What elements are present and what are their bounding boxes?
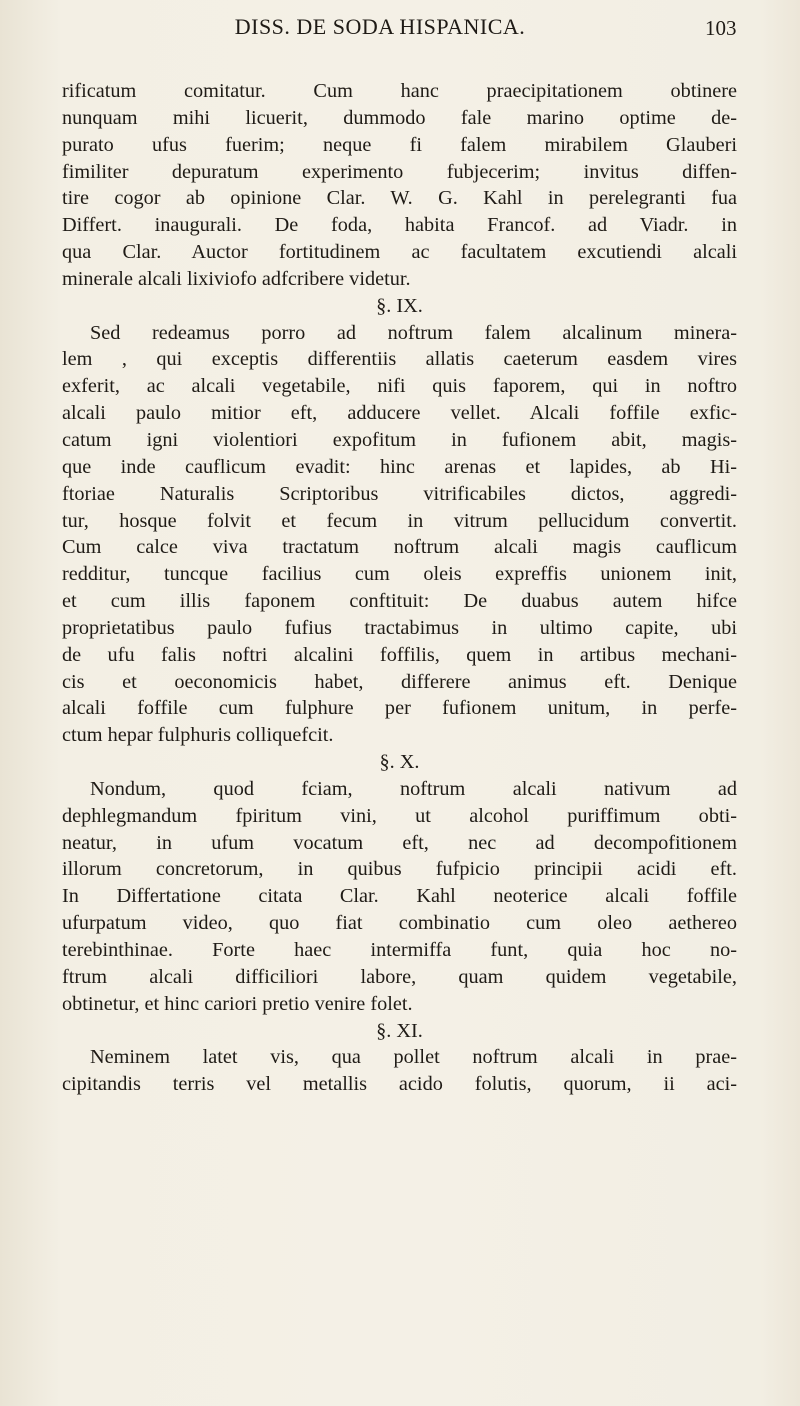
section-heading: §. XI. xyxy=(376,1019,423,1042)
text-line: fimiliter depuratum experimento fubjecerim; invitus diffen- xyxy=(62,160,737,183)
text-line: Nondum, quod fciam, noftrum alcali nativum ad xyxy=(90,777,737,800)
section-heading: §. X. xyxy=(379,751,420,774)
text-line: purato ufus fuerim; neque fi falem mirabilem Glauberi xyxy=(62,133,737,156)
text-line: minerale alcali lixiviofo adfcribere videtur. xyxy=(62,267,411,290)
text-line: ctum hepar fulphuris colliquefcit. xyxy=(62,724,334,747)
text-line: cipitandis terris vel metallis acido folutis, quorum, ii aci- xyxy=(62,1073,737,1096)
running-title: DISS. DE SODA HISPANICA. xyxy=(234,14,526,39)
text-line: Differt. inaugurali. De foda, habita Francof. ad Viadr. in xyxy=(62,214,737,237)
text-line: Sed redeamus porro ad noftrum falem alcalinum minera- xyxy=(90,321,737,344)
text-line: tur, hosque folvit et fecum in vitrum pellucidum convertit. xyxy=(62,509,737,532)
text-line: ftrum alcali difficiliori labore, quam quidem vegetabile, xyxy=(62,965,737,988)
text-line: illorum concretorum, in quibus fufpicio principii acidi eft. xyxy=(62,858,737,881)
text-line: Cum calce viva tractatum noftrum alcali magis cauflicum xyxy=(62,536,737,559)
page-number: 103 xyxy=(705,16,737,40)
text-line: proprietatibus paulo fufius tractabimus in ultimo capite, ubi xyxy=(62,616,737,639)
text-line: qua Clar. Auctor fortitudinem ac facultatem excutiendi alcali xyxy=(62,241,737,264)
section-heading: §. IX. xyxy=(376,294,423,317)
text-line: dephlegmandum fpiritum vini, ut alcohol puriffimum obti- xyxy=(62,804,737,827)
text-line: de ufu falis noftri alcalini foffilis, quem in artibus mechani- xyxy=(62,643,737,666)
text-line: exferit, ac alcali vegetabile, nifi quis faporem, qui in noftro xyxy=(62,375,737,398)
text-line: catum igni violentiori expofitum in fufionem abit, magis- xyxy=(62,428,737,451)
text-line: que inde cauflicum evadit: hinc arenas et lapides, ab Hi- xyxy=(62,455,737,478)
text-line: neatur, in ufum vocatum eft, nec ad decompofitionem xyxy=(62,831,737,854)
text-line: ftoriae Naturalis Scriptoribus vitrificabiles dictos, aggredi- xyxy=(62,482,737,505)
text-line: lem , qui exceptis differentiis allatis caeterum easdem vires xyxy=(62,348,737,371)
text-line: obtinetur, et hinc cariori pretio venire folet. xyxy=(62,992,413,1015)
body-text xyxy=(62,78,737,1098)
text-line: rificatum comitatur. Cum hanc praecipitationem obtinere xyxy=(62,80,737,102)
text-line: cis et oeconomicis habet, differere animus eft. Denique xyxy=(62,670,737,693)
text-line: terebinthinae. Forte haec intermiffa funt, quia hoc no- xyxy=(62,939,737,961)
text-line: nunquam mihi licuerit, dummodo fale marino optime de- xyxy=(62,106,737,129)
text-line: alcali foffile cum fulphure per fufionem unitum, in perfe- xyxy=(62,697,737,720)
text-line: tire cogor ab opinione Clar. W. G. Kahl in perelegranti fua xyxy=(62,187,737,210)
text-line: Neminem latet vis, qua pollet noftrum alcali in prae- xyxy=(90,1046,737,1069)
text-line: et cum illis faponem conftituit: De duabus autem hifce xyxy=(62,590,737,613)
text-line: alcali paulo mitior eft, adducere vellet. Alcali foffile exfic- xyxy=(62,402,737,425)
text-line: ufurpatum video, quo fiat combinatio cum oleo aethereo xyxy=(62,912,737,935)
text-line: In Differtatione citata Clar. Kahl neoterice alcali foffile xyxy=(62,885,737,908)
text-line: redditur, tuncque facilius cum oleis expreffis unionem init, xyxy=(62,563,737,586)
